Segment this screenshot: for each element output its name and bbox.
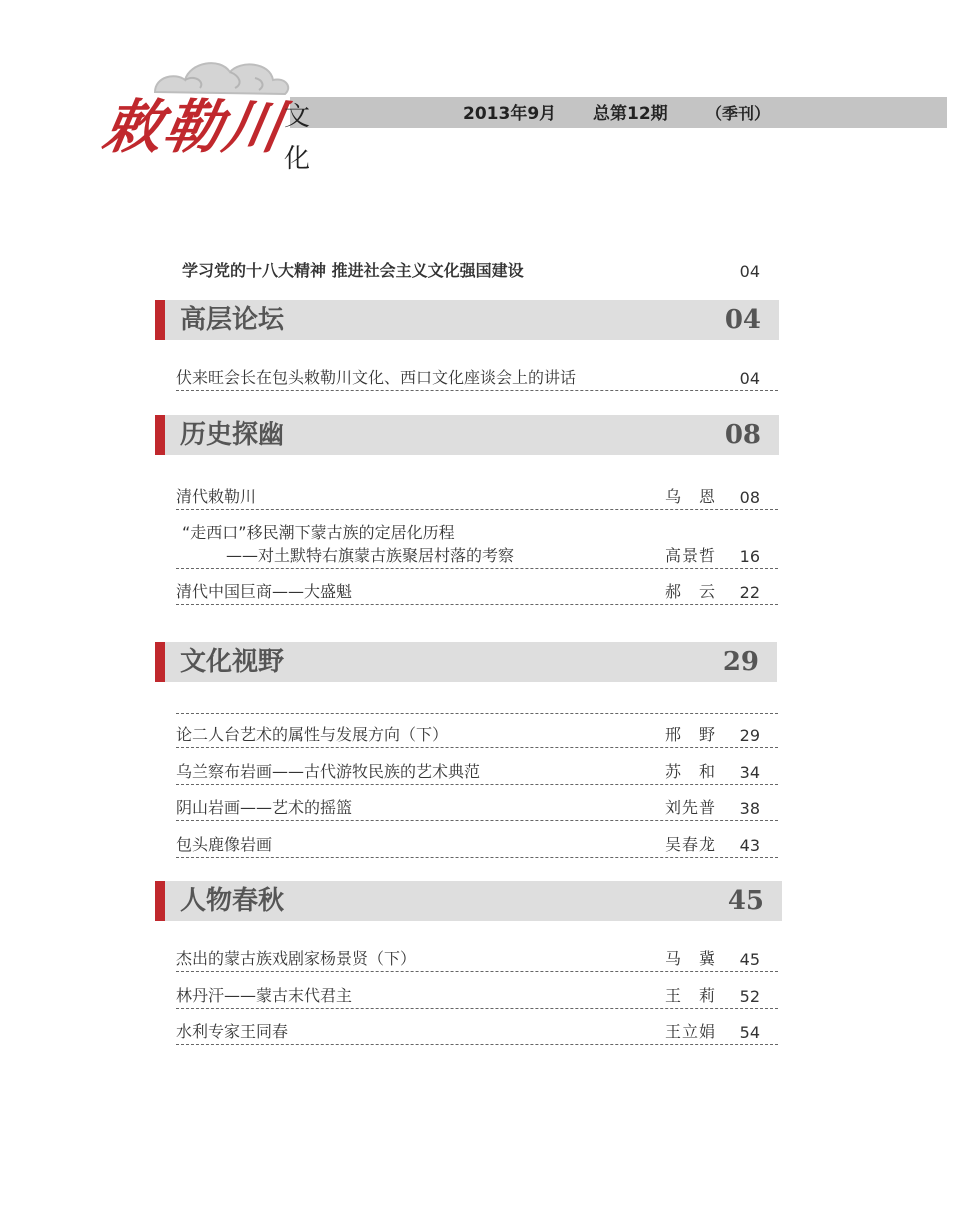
article-page: 22 [739,583,760,602]
issue-frequency: （季刊） [706,104,771,123]
article-author: 王 莉 [665,986,717,1005]
article-title: 清代中国巨商——大盛魁 [176,582,353,601]
section-page: 29 [722,647,759,677]
lead-article-row[interactable] [176,257,778,283]
section-accent-bar [155,881,165,921]
article-author: 刘先普 [665,798,717,817]
section-title: 高层论坛 [180,305,285,335]
logo-sub-char-2: 化 [284,144,311,174]
article-author: 王立娟 [665,1022,717,1041]
section-title: 文化视野 [180,647,285,677]
section-accent-bar [155,415,165,455]
divider [176,713,778,714]
article-title: 乌兰察布岩画——古代游牧民族的艺术典范 [176,762,481,781]
article-page: 08 [739,488,760,507]
section-accent-bar [155,642,165,682]
article-page: 52 [739,987,760,1006]
toc-row[interactable] [176,794,778,821]
article-page: 04 [739,369,760,388]
section-header-culture [155,642,777,682]
article-title: “走西口”移民潮下蒙古族的定居化历程 [182,523,455,542]
article-page: 38 [739,799,760,818]
article-page: 04 [739,262,760,281]
toc-row[interactable] [176,721,778,748]
issue-number: 总第12期 [593,104,668,124]
article-author: 邢 野 [665,725,717,744]
article-page: 43 [739,836,760,855]
article-author: 乌 恩 [665,487,717,506]
toc-row[interactable] [176,518,778,569]
toc-row[interactable] [176,982,778,1009]
toc-row[interactable] [176,945,778,972]
article-page: 16 [739,547,760,566]
article-title: 杰出的蒙古族戏剧家杨景贤（下） [176,949,417,968]
article-page: 34 [739,763,760,782]
article-title: 论二人台艺术的属性与发展方向（下） [176,725,449,744]
toc-row[interactable] [176,1018,778,1045]
toc-row[interactable] [176,483,778,510]
section-title: 历史探幽 [180,420,285,450]
logo-subtitle [284,96,311,180]
issue-date: 2013年9月 [463,104,557,124]
article-author: 马 冀 [665,949,717,968]
section-accent-bar [155,300,165,340]
article-title: 清代敕勒川 [176,487,257,506]
article-author: 苏 和 [665,762,717,781]
article-author: 高景哲 [665,546,717,565]
toc-row[interactable] [176,364,778,391]
section-page: 08 [724,420,761,450]
section-page: 04 [724,305,761,335]
article-title: 伏来旺会长在包头敕勒川文化、西口文化座谈会上的讲话 [176,368,577,387]
article-title: 包头鹿像岩画 [176,835,273,854]
section-header-people [155,881,782,921]
toc-row[interactable] [176,831,778,858]
article-title: 阴山岩画——艺术的摇篮 [176,798,353,817]
article-title: 林丹汗——蒙古末代君主 [176,986,353,1005]
article-page: 54 [739,1023,760,1042]
article-title: 水利专家王同春 [176,1022,289,1041]
article-author: 吴春龙 [665,835,717,854]
article-title: 学习党的十八大精神 推进社会主义文化强国建设 [182,261,524,280]
article-page: 29 [739,726,760,745]
article-author: 郝 云 [665,582,717,601]
section-page: 45 [727,886,764,916]
magazine-logo: 敕勒川 [98,93,291,161]
article-page: 45 [739,950,760,969]
section-title: 人物春秋 [180,886,285,916]
section-header-forum [155,300,779,340]
logo-sub-char-1: 文 [284,102,311,132]
section-header-history [155,415,779,455]
toc-row[interactable] [176,578,778,605]
toc-row[interactable] [176,758,778,785]
article-subtitle: ——对土默特右旗蒙古族聚居村落的考察 [226,546,515,565]
